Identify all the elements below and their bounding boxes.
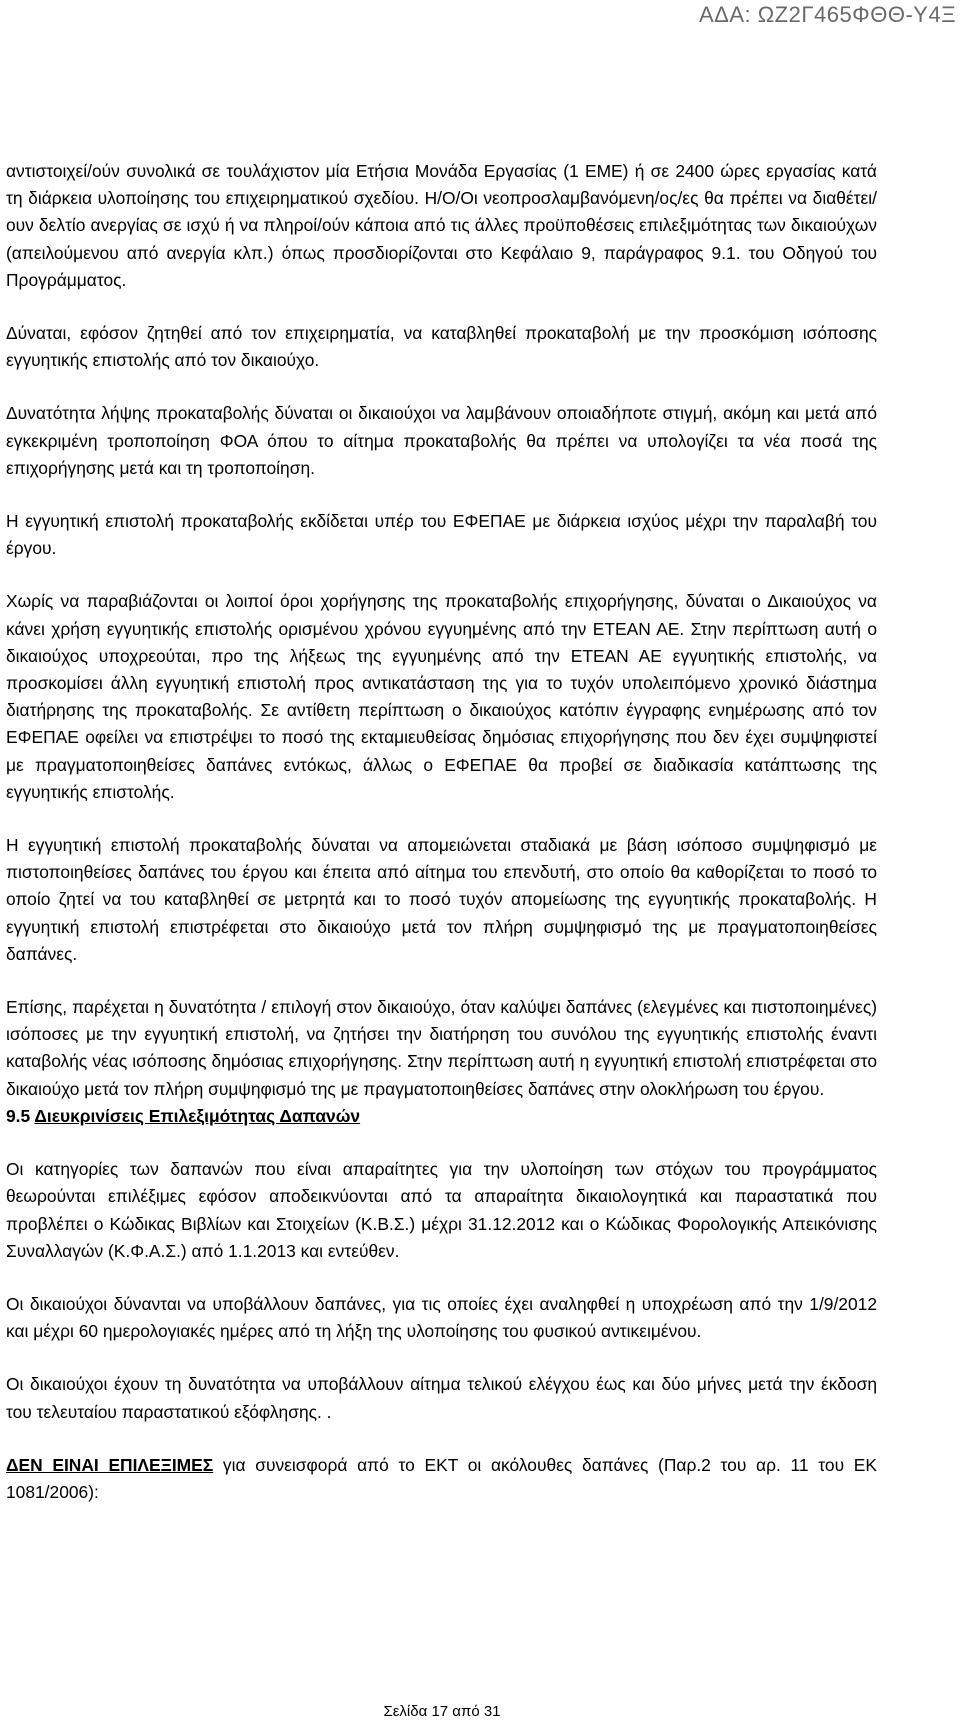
paragraph-guarantee-reduction: Η εγγυητική επιστολή προκαταβολής δύναται να απομειώνεται σταδιακά με βάση ισόποσο συμψηφισμό με πιστοποιηθείσες δαπάνες του έργου και έπειτα από αίτημα του επενδυτή, στο οποίο θα καθορίζεται το ποσό το οποίο ζητεί να του καταβληθεί σε μετρητά και το ποσό τυχόν απομείωσης της εγγυητικής προκαταβολής. Η εγγυητική επιστολή επιστρέφεται στο δικαιούχο μετά τον πλήρη συμψηφισμό της με πραγματοποιηθείσες δαπάνες. <box>6 835 877 964</box>
section-heading <box>6 1103 877 1130</box>
paragraph-final-audit: Οι δικαιούχοι έχουν τη δυνατότητα να υποβάλλουν αίτημα τελικού ελέγχου έως και δύο μήνες μετά την έκδοση του τελευταίου παραστατικού εξόφλησης. . <box>6 1374 877 1422</box>
paragraph-advance-payment: Δύναται, εφόσον ζητηθεί από τον επιχειρηματία, να καταβληθεί προκαταβολή με την προσκόμιση ισόποσης εγγυητικής επιστολής από τον δικαιούχο. <box>6 323 877 371</box>
paragraph-not-eligible <box>6 1452 877 1506</box>
paragraph-advance-possibility: Δυνατότητα λήψης προκαταβολής δύναται οι δικαιούχοι να λαμβάνουν οποιαδήποτε στιγμή, ακόμη και μετά από εγκεκριμένη τροποποίηση ΦΟΑ όπου το αίτημα προκαταβολής θα πρέπει να υπολογίζει τα νέα ποσά της επιχορήγησης μετά και τη τροποποίηση. <box>6 403 877 478</box>
not-eligible-text: για συνεισφορά από το ΕΚΤ οι ακόλουθες δαπάνες (Παρ.2 του αρ. 11 του ΕΚ 1081/2006): <box>6 1454 877 1502</box>
document-body <box>6 158 877 1506</box>
not-eligible-label: ΔΕΝ ΕΙΝΑΙ ΕΠΙΛΕΞΙΜΕΣ <box>6 1454 214 1475</box>
page-number: Σελίδα 17 από 31 <box>383 1703 501 1720</box>
paragraph-guarantee-issue: Η εγγυητική επιστολή προκαταβολής εκδίδεται υπέρ του ΕΦΕΠΑΕ με διάρκεια ισχύος μέχρι την παραλαβή του έργου. <box>6 511 877 559</box>
paragraph-employment: αντιστοιχεί/ούν συνολικά σε τουλάχιστον μία Ετήσια Μονάδα Εργασίας (1 ΕΜΕ) ή σε 2400 ώρες εργασίας κατά τη διάρκεια υλοποίησης του επιχειρηματικού σχεδίου. Η/Ο/Οι νεοπροσλαμβανόμενη/ος/ες θα πρέπει να διαθέτει/ουν δελτίο ανεργίας σε ισχύ ή να πληροί/ούν κάποια από τις άλλες προϋποθέσεις επιλεξιμότητας των δικαιούχων (απειλούμενου από ανεργία κλπ.) όπως προσδιορίζονται στο Κεφάλαιο 9, παράγραφος 9.1. του Οδηγού του Προγράμματος. <box>6 161 877 290</box>
section-title: Διευκρινίσεις Επιλεξιμότητας Δαπανών <box>34 1105 361 1126</box>
paragraph-etean-guarantee: Χωρίς να παραβιάζονται οι λοιποί όροι χορήγησης της προκαταβολής επιχορήγησης, δύναται ο Δικαιούχος να κάνει χρήση εγγυητικής επιστολής ορισμένου χρόνου εγγυημένης από την ΕΤΕΑΝ ΑΕ. Στην περίπτωση αυτή ο δικαιούχος υποχρεούται, προ της λήξεως της εγγυημένης από την ΕΤΕΑΝ ΑΕ εγγυητικής επιστολής, να προσκομίσει άλλη εγγυητική επιστολή προς αντικατάσταση της για το τυχόν υπολειπόμενο χρονικό διάστημα διατήρησης της προκαταβολής. Σε αντίθετη περίπτωση ο δικαιούχος κατόπιν έγγραφης ενημέρωσης από τον ΕΦΕΠΑΕ οφείλει να επιστρέψει το ποσό της εκταμιευθείσας δημόσιας επιχορήγησης που δεν έχει συμψηφιστεί με πραγματοποιηθείσες δαπάνες εντόκως, άλλως ο ΕΦΕΠΑΕ θα προβεί σε διαδικασία κατάπτωσης της εγγυητικής επιστολής. <box>6 591 877 802</box>
paragraph-guarantee-retention: Επίσης, παρέχεται η δυνατότητα / επιλογή στον δικαιούχο, όταν καλύψει δαπάνες (ελεγμένες και πιστοποιημένες) ισόποσες με την εγγυητική επιστολή, να ζητήσει την διατήρηση του συνόλου της εγγυητικής επιστολής έναντι καταβολής νέας ισόποσης δημόσιας επιχορήγησης. Στην περίπτωση αυτή η εγγυητική επιστολή επιστρέφεται στο δικαιούχο μετά τον πλήρη συμψηφισμό της με πραγματοποιηθείσες δαπάνες στην ολοκλήρωση του έργου. <box>6 997 877 1099</box>
section-number: 9.5 <box>6 1105 31 1126</box>
paragraph-expense-submission: Οι δικαιούχοι δύνανται να υποβάλλουν δαπάνες, για τις οποίες έχει αναληφθεί η υποχρέωση από την 1/9/2012 και μέχρι 60 ημερολογιακές ημέρες από τη λήξη της υλοποίησης του φυσικού αντικειμένου. <box>6 1293 877 1342</box>
paragraph-expense-categories: Οι κατηγορίες των δαπανών που είναι απαραίτητες για την υλοποίηση των στόχων του προγράμματος θεωρούνται επιλέξιμες εφόσον αποδεικνύονται από τα απαραίτητα δικαιολογητικά και παραστατικά που προβλέπει ο Κώδικας Βιβλίων και Στοιχείων (Κ.Β.Σ.) μέχρι 31.12.2012 και ο Κώδικας Φορολογικής Απεικόνισης Συναλλαγών (Κ.Φ.Α.Σ.) από 1.1.2013 και εντεύθεν. <box>6 1159 877 1261</box>
ada-code: ΑΔΑ: ΩΖ2Γ465ΦΘΘ-Υ4Ξ <box>698 2 956 27</box>
